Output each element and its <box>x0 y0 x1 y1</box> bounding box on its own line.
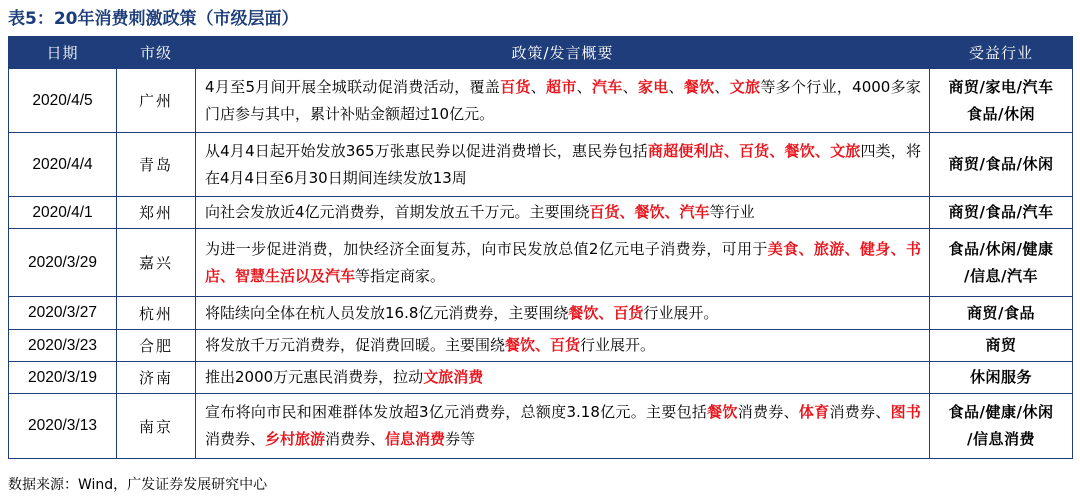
policy-table <box>8 36 1073 459</box>
policy-text: 向社会发放近4亿元消费券，首期发放五千万元。主要围绕 <box>205 203 590 221</box>
table-header-row <box>9 37 1073 69</box>
highlighted-sector: 百货、餐饮、汽车 <box>589 203 710 221</box>
cell-policy <box>196 69 930 133</box>
header-industry: 受益行业 <box>930 37 1073 69</box>
industry-line: 食品/健康/休闲 <box>948 403 1054 421</box>
industry-line: 食品/休闲 <box>967 104 1035 123</box>
table-row <box>9 362 1073 394</box>
highlighted-sector: 美食、旅游、健身、书店、智慧生活以及汽车 <box>205 239 921 285</box>
cell-date: 2020/4/1 <box>9 197 117 229</box>
cell-city: 南京 <box>117 394 196 459</box>
cell-city: 济南 <box>117 362 196 394</box>
policy-text: 将发放千万元消费券，促消费回暖。主要围绕 <box>205 336 506 354</box>
cell-date: 2020/3/29 <box>9 229 117 297</box>
table-row <box>9 297 1073 330</box>
policy-text: 消费券、 <box>829 403 891 421</box>
policy-text: 将陆续向全体在杭人员发放16.8亿元消费券，主要围绕 <box>205 303 569 322</box>
cell-industry <box>930 229 1073 297</box>
cell-industry <box>930 362 1073 394</box>
highlighted-sector: 餐饮、百货 <box>505 336 581 354</box>
policy-text: 、 <box>530 77 547 96</box>
cell-date: 2020/3/13 <box>9 394 117 459</box>
cell-policy <box>196 330 930 362</box>
cell-policy <box>196 394 930 459</box>
cell-policy <box>196 197 930 229</box>
cell-date: 2020/4/4 <box>9 133 117 197</box>
industry-line: /信息/汽车 <box>964 266 1038 285</box>
header-city: 市级 <box>117 37 196 69</box>
policy-text: 行业展开。 <box>580 336 656 354</box>
policy-text: 推出2000万元惠民消费券，拉动 <box>205 368 424 386</box>
cell-city: 合肥 <box>117 330 196 362</box>
policy-text: 4月至5月间开展全城联动促消费活动，覆盖 <box>205 77 501 96</box>
industry-line: 商贸/家电/汽车 <box>948 77 1054 96</box>
policy-text: 、 <box>668 77 684 96</box>
policy-text: 券等 <box>445 430 476 448</box>
highlighted-sector: 餐饮 <box>707 403 738 421</box>
table-row <box>9 330 1073 362</box>
policy-text: 行业展开。 <box>643 303 719 322</box>
cell-date: 2020/3/19 <box>9 362 117 394</box>
policy-text: 消费券、 <box>205 430 266 448</box>
cell-industry <box>930 133 1073 197</box>
highlighted-sector: 餐饮、百货 <box>568 303 644 322</box>
industry-line: 食品/休闲/健康 <box>948 239 1054 258</box>
highlighted-sector: 体育 <box>798 403 830 421</box>
table-row <box>9 133 1073 197</box>
policy-text: 、 <box>714 77 730 96</box>
policy-text: 四类，将在4月4日至6月30日期间连续发放13周 <box>205 141 921 187</box>
header-date: 日期 <box>9 37 117 69</box>
policy-text: 消费券、 <box>737 403 799 421</box>
cell-city: 嘉兴 <box>117 229 196 297</box>
table-body <box>9 69 1073 459</box>
policy-text: 等多个行业，4000多家门店参与其中，累计补贴金额超过10亿元。 <box>205 77 921 123</box>
policy-text: 宣布将向市民和困难群体发放超3亿元消费券，总额度3.18亿元。主要包括 <box>205 403 708 421</box>
highlighted-sector: 图书 <box>890 403 921 421</box>
highlighted-sector: 文旅消费 <box>423 368 484 386</box>
policy-text: 为进一步促进消费，加快经济全面复苏，向市民发放总值2亿元电子消费券，可用于 <box>205 239 768 258</box>
table-row <box>9 69 1073 133</box>
highlighted-sector: 文旅 <box>729 77 761 96</box>
cell-industry <box>930 297 1073 330</box>
highlighted-sector: 乡村旅游 <box>265 430 326 448</box>
header-policy: 政策/发言概要 <box>196 37 930 69</box>
policy-text: 等指定商家。 <box>355 266 446 285</box>
highlighted-sector: 超市 <box>546 77 577 96</box>
cell-policy <box>196 297 930 330</box>
policy-text: 、 <box>622 77 638 96</box>
cell-industry <box>930 69 1073 133</box>
highlighted-sector: 餐饮 <box>683 77 715 96</box>
industry-line: 商贸/食品 <box>967 303 1035 322</box>
policy-text: 消费券、 <box>325 430 386 448</box>
cell-industry <box>930 197 1073 229</box>
cell-city: 广州 <box>117 69 196 133</box>
cell-date: 2020/3/23 <box>9 330 117 362</box>
highlighted-sector: 商超便利店、百货、餐饮、文旅 <box>647 141 861 160</box>
industry-line: 商贸/食品/休闲 <box>948 155 1054 173</box>
cell-industry <box>930 394 1073 459</box>
cell-city: 杭州 <box>117 297 196 330</box>
industry-line: /信息消费 <box>967 430 1035 448</box>
highlighted-sector: 信息消费 <box>385 430 446 448</box>
table-row <box>9 197 1073 229</box>
cell-date: 2020/4/5 <box>9 69 117 133</box>
policy-table-container <box>8 36 1072 459</box>
highlighted-sector: 汽车 <box>591 77 623 96</box>
highlighted-sector: 百货 <box>500 77 531 96</box>
cell-policy <box>196 229 930 297</box>
cell-date: 2020/3/27 <box>9 297 117 330</box>
policy-text: 等行业 <box>709 203 755 221</box>
cell-city: 青岛 <box>117 133 196 197</box>
cell-policy <box>196 362 930 394</box>
policy-text: 从4月4日起开始发放365万张惠民券以促进消费增长，惠民券包括 <box>205 141 648 160</box>
table-title: 表5：20年消费刺激政策（市级层面） <box>8 9 299 29</box>
source-note: 数据来源：Wind，广发证券发展研究中心 <box>8 477 268 493</box>
cell-policy <box>196 133 930 197</box>
cell-industry <box>930 330 1073 362</box>
industry-line: 休闲服务 <box>969 368 1032 386</box>
policy-text: 、 <box>576 77 592 96</box>
table-row <box>9 394 1073 459</box>
industry-line: 商贸/食品/汽车 <box>948 203 1054 221</box>
industry-line: 商贸 <box>985 336 1017 354</box>
table-row <box>9 229 1073 297</box>
cell-city: 郑州 <box>117 197 196 229</box>
highlighted-sector: 家电 <box>637 77 669 96</box>
